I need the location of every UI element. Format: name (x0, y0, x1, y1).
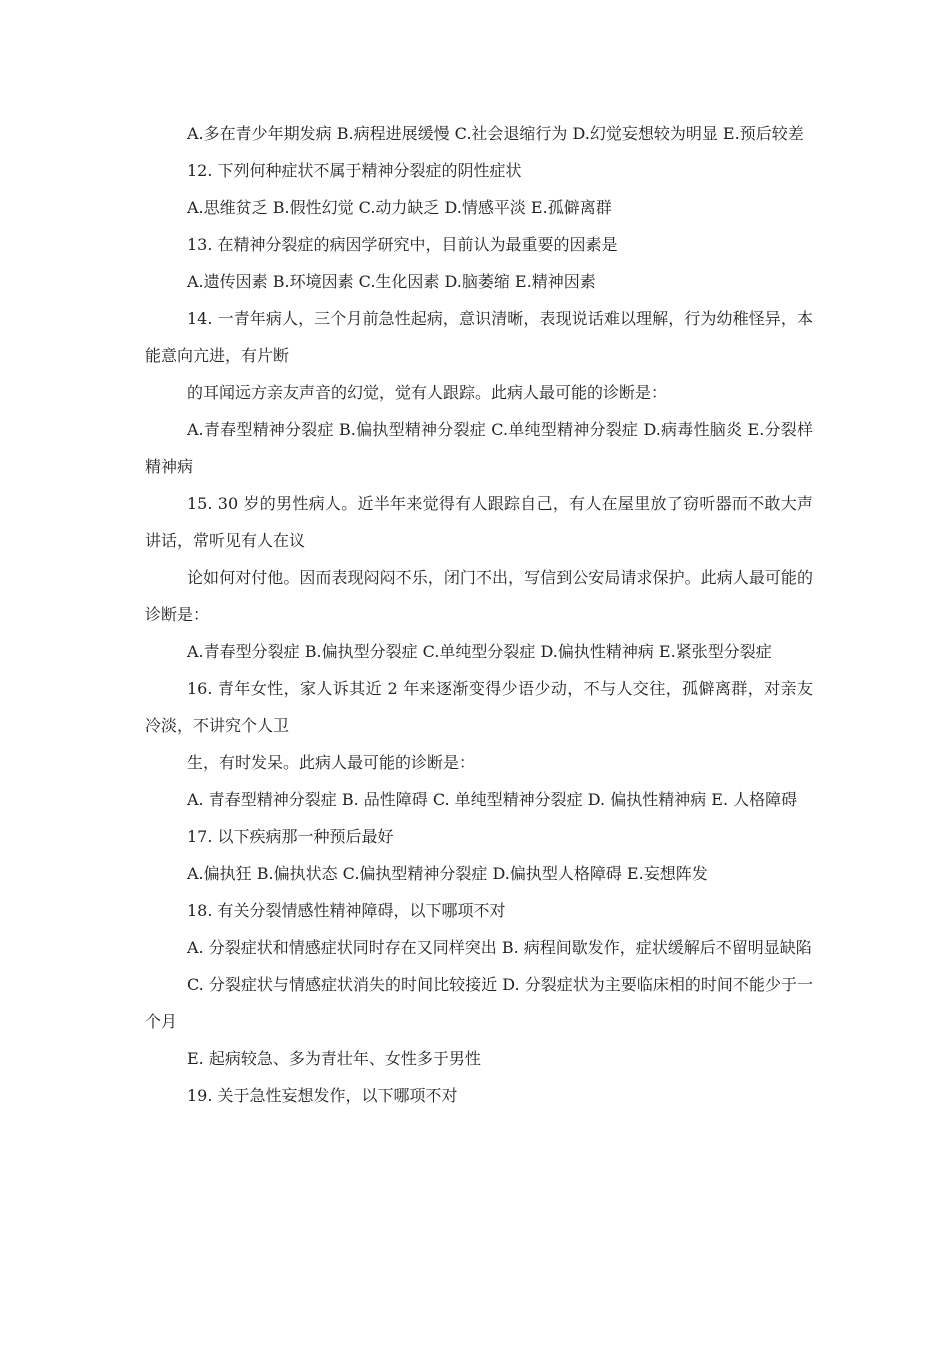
option-line: A. 分裂症状和情感症状同时存在又同样突出 B. 病程间歇发作，症状缓解后不留明显缺陷 (187, 938, 812, 957)
question-17: 17. 以下疾病那一种预后最好 (187, 827, 394, 846)
question-18: 18. 有关分裂情感性精神障碍，以下哪项不对 (187, 901, 506, 920)
question-12: 12. 下列何种症状不属于精神分裂症的阴性症状 (187, 161, 522, 180)
question-13: 13. 在精神分裂症的病因学研究中，目前认为最重要的因素是 (187, 235, 618, 254)
option-line: A.多在青少年期发病 B.病程进展缓慢 C.社会退缩行为 D.幻觉妄想较为明显 E.预后较差 (187, 124, 804, 143)
option-line: A. 青春型精神分裂症 B. 品性障碍 C. 单纯型精神分裂症 D. 偏执性精神病 E. 人格障碍 (187, 790, 798, 809)
option-line: A.青春型分裂症 B.偏执型分裂症 C.单纯型分裂症 D.偏执性精神病 E.紧张型分裂症 (187, 642, 772, 661)
question-19: 19. 关于急性妄想发作，以下哪项不对 (187, 1086, 458, 1105)
document-body (145, 115, 813, 1114)
question-16-continued: 生，有时发呆。此病人最可能的诊断是： (187, 753, 476, 772)
option-line: A.遗传因素 B.环境因素 C.生化因素 D.脑萎缩 E.精神因素 (187, 272, 596, 291)
question-14-continued: 的耳闻远方亲友声音的幻觉，觉有人跟踪。此病人最可能的诊断是： (187, 383, 668, 402)
option-line: C. 分裂症状与情感症状消失的时间比较接近 D. 分裂症状为主要临床相的时间不能少于一个月 (145, 975, 813, 1031)
question-14: 14. 一青年病人，三个月前急性起病，意识清晰，表现说话难以理解，行为幼稚怪异，本能意向亢进，有片断 (145, 309, 813, 365)
question-15: 15. 30 岁的男性病人。近半年来觉得有人跟踪自己，有人在屋里放了窃听器而不敢大声讲话，常听见有人在议 (145, 494, 813, 550)
option-line: E. 起病较急、多为青壮年、女性多于男性 (187, 1049, 481, 1068)
option-line: A.青春型精神分裂症 B.偏执型精神分裂症 C.单纯型精神分裂症 D.病毒性脑炎 E.分裂样精神病 (145, 420, 813, 476)
option-line: A.思维贫乏 B.假性幻觉 C.动力缺乏 D.情感平淡 E.孤僻离群 (187, 198, 612, 217)
option-line: A.偏执狂 B.偏执状态 C.偏执型精神分裂症 D.偏执型人格障碍 E.妄想阵发 (187, 864, 708, 883)
question-16: 16. 青年女性，家人诉其近 2 年来逐渐变得少语少动，不与人交往，孤僻离群，对亲友冷淡，不讲究个人卫 (145, 679, 813, 735)
question-15-continued: 论如何对付他。因而表现闷闷不乐，闭门不出，写信到公安局请求保护。此病人最可能的诊断是： (145, 568, 813, 624)
